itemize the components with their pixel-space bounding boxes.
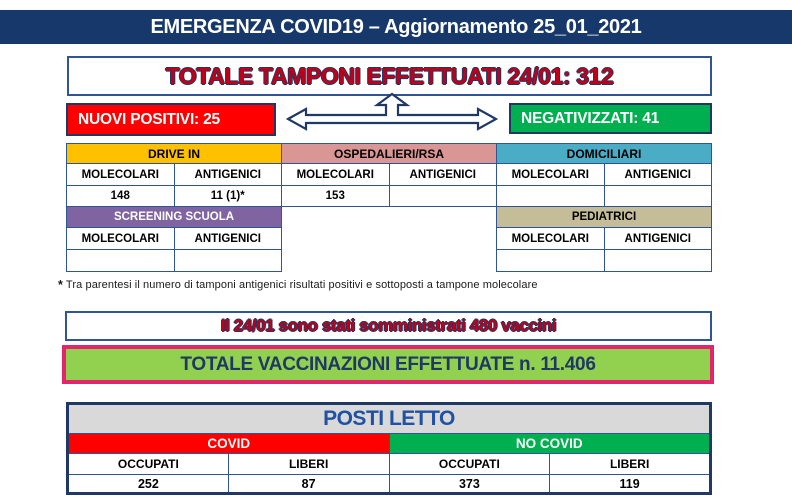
col-header-molecolari: MOLECOLARI <box>497 164 605 186</box>
tamponi-values-row <box>67 186 712 207</box>
col-header-liberi: LIBERI <box>228 454 389 475</box>
value-cell <box>174 250 282 272</box>
value-cell: 373 <box>389 475 550 494</box>
banner-title: EMERGENZA COVID19 – Aggiornamento 25_01_2021 <box>150 15 642 38</box>
value-cell: 11 (1)* <box>174 186 282 207</box>
footnote-asterisk: * <box>58 278 63 292</box>
nuovi-positivi-text: NUOVI POSITIVI: 25 <box>78 110 220 128</box>
col-header-antigenici: ANTIGENICI <box>604 164 712 186</box>
value-cell <box>497 250 605 272</box>
vaccini-total-box <box>62 345 714 384</box>
posti-letto-title-row <box>68 404 711 434</box>
col-header-molecolari: MOLECOLARI <box>282 164 390 186</box>
col-header-antigenici: ANTIGENICI <box>174 164 282 186</box>
tamponi-values-row-2 <box>67 250 712 272</box>
tamponi-group-header-row <box>67 144 712 164</box>
vaccini-daily-text: Il 24/01 sono stati somministrati 480 vaccini <box>220 316 557 335</box>
posti-letto-values-row <box>68 475 711 494</box>
group-header-ospedalieri-rsa: OSPEDALIERI/RSA <box>282 144 497 164</box>
col-header-antigenici: ANTIGENICI <box>389 164 497 186</box>
negativizzati-text: NEGATIVIZZATI: 41 <box>521 109 660 127</box>
vaccini-total-text: TOTALE VACCINAZIONI EFFETTUATE n. 11.406 <box>180 353 596 375</box>
vaccini-daily-box <box>65 311 712 341</box>
col-header-molecolari: MOLECOLARI <box>67 164 175 186</box>
value-cell <box>67 250 175 272</box>
value-cell: 153 <box>282 186 390 207</box>
value-cell <box>604 250 712 272</box>
value-cell <box>604 186 712 207</box>
value-cell: 119 <box>550 475 711 494</box>
group-header-screening-scuola: SCREENING SCUOLA <box>67 207 282 228</box>
header-banner <box>0 10 792 44</box>
value-cell: 148 <box>67 186 175 207</box>
col-header-occupati: OCCUPATI <box>389 454 550 475</box>
empty-gap-cell <box>282 250 497 272</box>
tamponi-subheader-row-2 <box>67 228 712 250</box>
col-header-molecolari: MOLECOLARI <box>67 228 175 250</box>
value-cell <box>497 186 605 207</box>
group-header-domiciliari: DOMICILIARI <box>497 144 712 164</box>
empty-gap-cell <box>282 228 497 250</box>
posti-letto-subheader-row <box>68 454 711 475</box>
footnote-text: Tra parentesi il numero di tamponi antigenici risultati positivi e sottoposti a tampone molecolare <box>62 279 538 291</box>
group-header-pediatrici: PEDIATRICI <box>497 207 712 228</box>
posti-letto-table <box>66 402 712 495</box>
posti-letto-section-row <box>68 434 711 454</box>
col-header-molecolari: MOLECOLARI <box>497 228 605 250</box>
posti-letto-title: POSTI LETTO <box>323 407 455 430</box>
col-header-antigenici: ANTIGENICI <box>174 228 282 250</box>
spread-arrow-icon <box>286 92 498 134</box>
tamponi-total-box <box>67 56 712 96</box>
tamponi-subheader-row <box>67 164 712 186</box>
group-header-drive-in: DRIVE IN <box>67 144 282 164</box>
col-header-occupati: OCCUPATI <box>68 454 229 475</box>
section-header-covid: COVID <box>68 434 390 454</box>
tamponi-total-text: TOTALE TAMPONI EFFETTUATI 24/01: 312 <box>165 62 614 89</box>
section-header-no-covid: NO COVID <box>389 434 711 454</box>
empty-gap-cell <box>282 207 497 228</box>
posti-letto-title-cell <box>68 404 711 434</box>
tamponi-table <box>66 143 712 272</box>
col-header-liberi: LIBERI <box>550 454 711 475</box>
footnote <box>58 278 538 292</box>
tamponi-group-header-row-2 <box>67 207 712 228</box>
value-cell: 252 <box>68 475 229 494</box>
negativizzati-box <box>509 103 712 134</box>
value-cell <box>389 186 497 207</box>
col-header-antigenici: ANTIGENICI <box>604 228 712 250</box>
nuovi-positivi-box <box>66 103 276 136</box>
value-cell: 87 <box>228 475 389 494</box>
